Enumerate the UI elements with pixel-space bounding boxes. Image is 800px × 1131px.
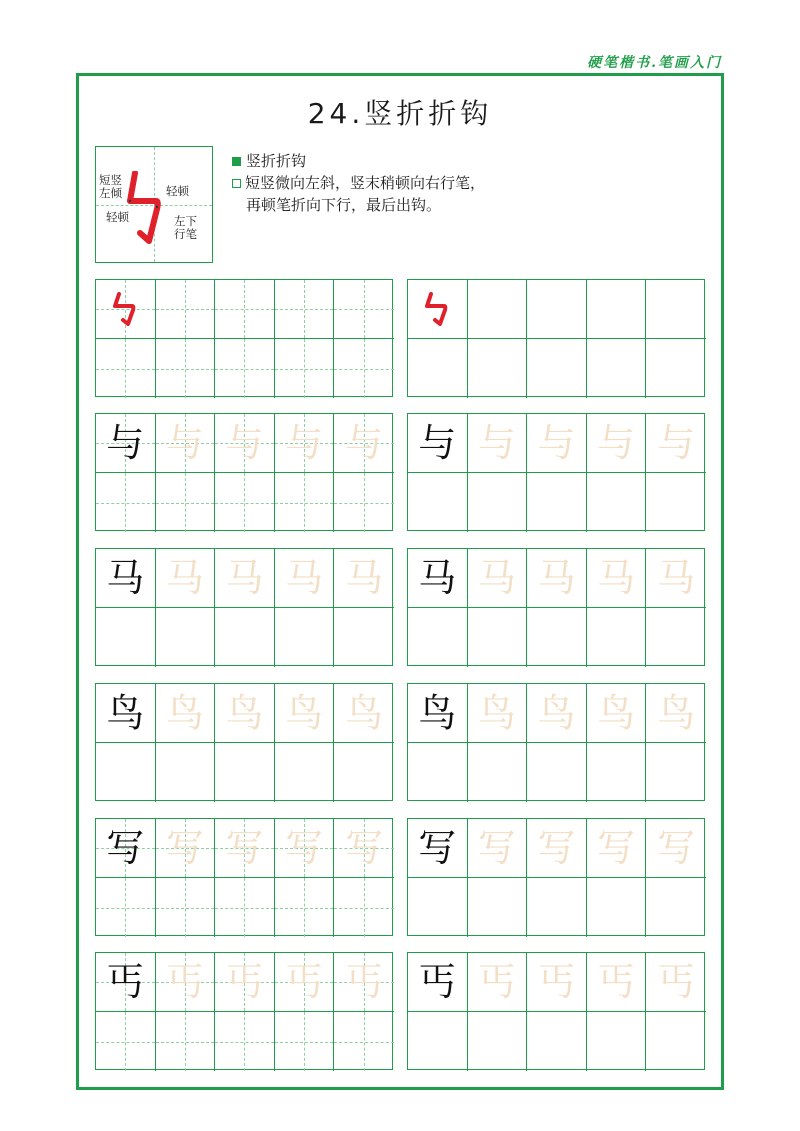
practice-cell[interactable]	[275, 473, 335, 532]
practice-cell[interactable]	[468, 414, 528, 473]
cell-guide-vertical	[304, 339, 305, 398]
practice-cell[interactable]	[275, 878, 335, 937]
practice-cell[interactable]	[215, 743, 275, 802]
trace-character: 马	[537, 556, 576, 600]
practice-cell[interactable]	[468, 608, 528, 667]
practice-cell[interactable]	[275, 414, 335, 473]
trace-character: 鸟	[537, 691, 576, 735]
practice-cell[interactable]	[275, 743, 335, 802]
practice-cell[interactable]	[275, 339, 335, 398]
practice-grid	[407, 548, 705, 666]
practice-cell[interactable]	[156, 684, 216, 743]
cell-guide-vertical	[185, 280, 186, 338]
demo-note-short-vertical: 短竖	[99, 173, 122, 187]
model-character: 丐	[106, 960, 145, 1004]
practice-cell[interactable]	[156, 414, 216, 473]
stroke-demo-box	[95, 146, 213, 263]
practice-cell[interactable]	[156, 608, 216, 667]
demo-note-move-pen: 行笔	[174, 227, 197, 241]
practice-cell[interactable]	[215, 819, 275, 878]
demo-note-light-pause-top: 轻顿	[166, 184, 189, 198]
practice-cell[interactable]	[96, 953, 156, 1012]
practice-cell[interactable]	[587, 743, 647, 802]
trace-character: 写	[345, 826, 384, 870]
practice-cell[interactable]	[587, 819, 647, 878]
practice-cell[interactable]	[646, 953, 706, 1012]
practice-cell[interactable]	[646, 743, 706, 802]
cell-guide-vertical	[244, 878, 245, 937]
practice-cell[interactable]	[527, 608, 587, 667]
practice-cell[interactable]	[527, 339, 587, 398]
cell-guide-vertical	[125, 339, 126, 398]
red-stroke-model-icon	[96, 280, 155, 338]
cell-guide-vertical	[185, 1012, 186, 1071]
model-character: 写	[418, 826, 457, 870]
practice-cell[interactable]	[334, 549, 394, 608]
practice-cell[interactable]	[215, 280, 275, 339]
cell-guide-vertical	[244, 1012, 245, 1071]
trace-character: 马	[225, 556, 264, 600]
practice-cell[interactable]	[527, 819, 587, 878]
practice-cell[interactable]	[408, 743, 468, 802]
cell-guide-vertical	[244, 473, 245, 532]
model-character: 马	[418, 556, 457, 600]
trace-character: 写	[225, 826, 264, 870]
practice-cell[interactable]	[334, 819, 394, 878]
practice-cell[interactable]	[527, 953, 587, 1012]
practice-cell[interactable]	[646, 339, 706, 398]
model-character: 马	[106, 556, 145, 600]
cell-guide-vertical	[304, 1012, 305, 1071]
model-character: 鸟	[418, 691, 457, 735]
practice-cell[interactable]	[156, 339, 216, 398]
practice-cell[interactable]	[646, 1012, 706, 1071]
practice-cell[interactable]	[587, 608, 647, 667]
cell-guide-vertical	[364, 339, 365, 398]
model-character: 丐	[418, 960, 457, 1004]
trace-character: 丐	[165, 960, 204, 1004]
practice-cell[interactable]	[587, 280, 647, 339]
demo-note-lower-left: 左下	[174, 214, 197, 228]
practice-cell[interactable]	[408, 684, 468, 743]
trace-character: 马	[345, 556, 384, 600]
stroke-description	[232, 150, 485, 216]
practice-cell[interactable]	[156, 1012, 216, 1071]
practice-grid	[407, 279, 705, 397]
trace-character: 与	[165, 421, 204, 465]
practice-cell[interactable]	[408, 1012, 468, 1071]
trace-character: 鸟	[285, 691, 324, 735]
practice-cell[interactable]	[156, 743, 216, 802]
practice-cell[interactable]	[334, 1012, 394, 1071]
practice-cell[interactable]	[96, 339, 156, 398]
practice-cell[interactable]	[527, 743, 587, 802]
practice-cell[interactable]	[527, 549, 587, 608]
practice-cell[interactable]	[646, 473, 706, 532]
trace-character: 鸟	[345, 691, 384, 735]
practice-cell[interactable]	[156, 280, 216, 339]
practice-grid	[95, 279, 393, 397]
practice-cell[interactable]	[334, 608, 394, 667]
trace-character: 鸟	[597, 691, 636, 735]
practice-cell[interactable]	[334, 280, 394, 339]
cell-guide-vertical	[185, 878, 186, 937]
trace-character: 马	[477, 556, 516, 600]
practice-cell[interactable]	[275, 549, 335, 608]
trace-character: 与	[225, 421, 264, 465]
practice-cell[interactable]	[334, 953, 394, 1012]
practice-cell[interactable]	[527, 473, 587, 532]
practice-cell[interactable]	[468, 953, 528, 1012]
empty-square-icon	[232, 179, 241, 188]
trace-character: 丐	[537, 960, 576, 1004]
practice-cell[interactable]	[408, 414, 468, 473]
practice-cell[interactable]	[215, 953, 275, 1012]
practice-cell[interactable]	[215, 549, 275, 608]
trace-character: 与	[597, 421, 636, 465]
practice-cell[interactable]	[468, 819, 528, 878]
practice-cell[interactable]	[96, 414, 156, 473]
practice-cell[interactable]	[646, 878, 706, 937]
practice-cell[interactable]	[587, 549, 647, 608]
filled-square-icon	[232, 157, 241, 166]
practice-grid	[407, 683, 705, 801]
practice-cell[interactable]	[275, 280, 335, 339]
practice-cell[interactable]	[334, 339, 394, 398]
practice-cell[interactable]	[527, 414, 587, 473]
practice-cell[interactable]	[215, 339, 275, 398]
trace-character: 鸟	[477, 691, 516, 735]
model-character: 与	[106, 421, 145, 465]
red-stroke-model-icon	[408, 280, 467, 338]
practice-cell[interactable]	[215, 414, 275, 473]
practice-cell[interactable]	[527, 684, 587, 743]
practice-cell[interactable]	[334, 684, 394, 743]
practice-grid	[407, 952, 705, 1070]
practice-cell[interactable]	[468, 280, 528, 339]
practice-cell[interactable]	[275, 684, 335, 743]
trace-character: 丐	[477, 960, 516, 1004]
practice-grid	[95, 548, 393, 666]
practice-cell[interactable]	[646, 414, 706, 473]
practice-cell[interactable]	[646, 280, 706, 339]
practice-cell[interactable]	[468, 1012, 528, 1071]
trace-character: 写	[657, 826, 696, 870]
practice-cell[interactable]	[587, 414, 647, 473]
practice-cell[interactable]	[408, 339, 468, 398]
trace-character: 与	[657, 421, 696, 465]
practice-cell[interactable]	[96, 280, 156, 339]
practice-cell[interactable]	[468, 743, 528, 802]
trace-character: 与	[285, 421, 324, 465]
practice-cell[interactable]	[156, 473, 216, 532]
practice-cell[interactable]	[275, 819, 335, 878]
cell-guide-vertical	[244, 339, 245, 398]
practice-cell[interactable]	[468, 339, 528, 398]
trace-character: 写	[165, 826, 204, 870]
practice-cell[interactable]	[408, 878, 468, 937]
cell-guide-vertical	[185, 339, 186, 398]
practice-cell[interactable]	[527, 1012, 587, 1071]
practice-cell[interactable]	[96, 743, 156, 802]
trace-character: 马	[597, 556, 636, 600]
practice-cell[interactable]	[156, 549, 216, 608]
trace-character: 与	[477, 421, 516, 465]
cell-guide-vertical	[364, 1012, 365, 1071]
practice-cell[interactable]	[334, 743, 394, 802]
practice-cell[interactable]	[587, 1012, 647, 1071]
practice-cell[interactable]	[275, 953, 335, 1012]
model-character: 鸟	[106, 691, 145, 735]
model-character: 写	[106, 826, 145, 870]
cell-guide-vertical	[304, 878, 305, 937]
practice-cell[interactable]	[587, 878, 647, 937]
practice-cell[interactable]	[646, 608, 706, 667]
cell-guide-vertical	[125, 1012, 126, 1071]
practice-cell[interactable]	[587, 953, 647, 1012]
description-line-2: 再顿笔折向下行，最后出钩。	[246, 196, 442, 214]
practice-cell[interactable]	[468, 549, 528, 608]
page-title: 24.竖折折钩	[307, 97, 493, 130]
trace-character: 马	[657, 556, 696, 600]
practice-cell[interactable]	[96, 684, 156, 743]
practice-cell[interactable]	[334, 414, 394, 473]
practice-cell[interactable]	[96, 549, 156, 608]
practice-cell[interactable]	[334, 878, 394, 937]
trace-character: 写	[285, 826, 324, 870]
trace-character: 写	[597, 826, 636, 870]
practice-cell[interactable]	[408, 608, 468, 667]
practice-cell[interactable]	[527, 878, 587, 937]
practice-cell[interactable]	[468, 878, 528, 937]
cell-guide-vertical	[364, 473, 365, 532]
practice-cell[interactable]	[275, 1012, 335, 1071]
practice-cell[interactable]	[96, 819, 156, 878]
practice-cell[interactable]	[408, 280, 468, 339]
practice-cell[interactable]	[468, 473, 528, 532]
practice-grid	[407, 413, 705, 531]
practice-cell[interactable]	[527, 280, 587, 339]
trace-character: 写	[477, 826, 516, 870]
practice-grid	[95, 818, 393, 936]
practice-cell[interactable]	[275, 608, 335, 667]
cell-guide-vertical	[304, 473, 305, 532]
practice-grid	[407, 818, 705, 936]
demo-note-light-pause-bottom: 轻顿	[106, 210, 129, 224]
cell-guide-vertical	[125, 878, 126, 937]
practice-cell[interactable]	[408, 819, 468, 878]
practice-cell[interactable]	[646, 684, 706, 743]
description-heading: 竖折折钩	[246, 152, 307, 170]
trace-character: 鸟	[225, 691, 264, 735]
practice-cell[interactable]	[408, 953, 468, 1012]
practice-cell[interactable]	[215, 473, 275, 532]
trace-character: 丐	[345, 960, 384, 1004]
model-character: 与	[418, 421, 457, 465]
practice-cell[interactable]	[334, 473, 394, 532]
practice-grid	[95, 952, 393, 1070]
trace-character: 马	[285, 556, 324, 600]
trace-character: 鸟	[657, 691, 696, 735]
trace-character: 丐	[597, 960, 636, 1004]
practice-cell[interactable]	[587, 684, 647, 743]
practice-cell[interactable]	[215, 878, 275, 937]
trace-character: 丐	[225, 960, 264, 1004]
practice-cell[interactable]	[156, 878, 216, 937]
practice-cell[interactable]	[215, 684, 275, 743]
practice-cell[interactable]	[96, 608, 156, 667]
practice-cell[interactable]	[96, 878, 156, 937]
vertical-fold-fold-hook-stroke-icon	[126, 171, 166, 247]
description-line-1: 短竖微向左斜，竖末稍顿向右行笔，	[245, 174, 486, 192]
practice-cell[interactable]	[408, 473, 468, 532]
practice-cell[interactable]	[468, 684, 528, 743]
cell-guide-vertical	[364, 280, 365, 338]
practice-cell[interactable]	[96, 473, 156, 532]
cell-guide-vertical	[364, 878, 365, 937]
practice-cell[interactable]	[215, 608, 275, 667]
cell-guide-vertical	[185, 473, 186, 532]
practice-cell[interactable]	[646, 819, 706, 878]
trace-character: 与	[537, 421, 576, 465]
practice-grid	[95, 413, 393, 531]
cell-guide-vertical	[125, 473, 126, 532]
practice-cell[interactable]	[646, 549, 706, 608]
trace-character: 与	[345, 421, 384, 465]
trace-character: 马	[165, 556, 204, 600]
practice-cell[interactable]	[215, 1012, 275, 1071]
trace-character: 丐	[285, 960, 324, 1004]
practice-cell[interactable]	[587, 339, 647, 398]
cell-guide-vertical	[244, 280, 245, 338]
practice-cell[interactable]	[156, 819, 216, 878]
practice-cell[interactable]	[408, 549, 468, 608]
trace-character: 写	[537, 826, 576, 870]
cell-guide-vertical	[304, 280, 305, 338]
practice-cell[interactable]	[96, 1012, 156, 1071]
trace-character: 鸟	[165, 691, 204, 735]
trace-character: 丐	[657, 960, 696, 1004]
demo-note-lean-left: 左倾	[99, 186, 122, 200]
header-brand: 硬笔楷书.笔画入门	[587, 55, 722, 71]
practice-grid	[95, 683, 393, 801]
practice-cell[interactable]	[587, 473, 647, 532]
practice-cell[interactable]	[156, 953, 216, 1012]
